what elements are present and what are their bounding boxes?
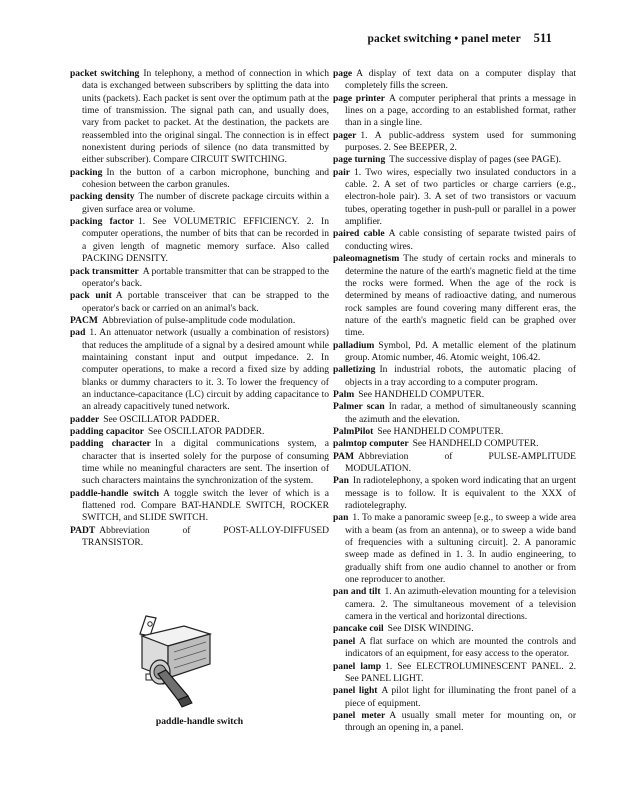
dictionary-entry: [333, 623, 576, 635]
entry-definition: See OSCILLATOR PADDER.: [103, 413, 220, 425]
dictionary-entry: [333, 661, 576, 686]
dictionary-entry: [70, 266, 329, 291]
entry-term: panel lamp: [333, 660, 382, 672]
dictionary-entry: [70, 167, 329, 192]
entry-term: PACM: [70, 314, 98, 326]
entry-definition: Abbreviation of pulse-amplitude code modulation.: [101, 314, 296, 326]
left-column: [70, 68, 329, 549]
entry-term: panel light: [333, 685, 378, 697]
entry-definition: In telephony, a method of connection in which data is exchanged between subscribers by splitting the data into units (packets). Each packet is sent over the optimum path at the time of transmission. The signal path can, and usually does, vary from packet to packet. At the destination, the packets are reassembled into the original singal. The connection is in effect nonexistent during periods of silence (no data transmitted by either subscriber). Compare CIRCUIT SWITCHING.: [82, 68, 329, 166]
dictionary-entry: [70, 290, 329, 315]
entry-term: padding character: [70, 438, 151, 450]
dictionary-entry: [333, 154, 576, 166]
entry-definition: In a digital communications system, a character that is inserted solely for the purpose of consuming time while no meaningful characters are sent. The insertion of such characters maintains the synchronization of the system.: [82, 438, 330, 487]
dictionary-entry: [70, 438, 329, 487]
entry-definition: 1. See ELECTROLUMINESCENT PANEL. 2. See PANEL LIGHT.: [345, 660, 577, 684]
dictionary-entry: [333, 451, 576, 476]
entry-term: paddle-handle switch: [70, 487, 160, 499]
entry-definition: The number of discrete package circuits within a given surface area or volume.: [82, 191, 330, 215]
entry-term: paired cable: [333, 228, 385, 240]
entry-definition: Symbol, Pd. A metallic element of the platinum group. Atomic number, 46. Atomic weight, 106.42.: [345, 339, 576, 363]
entry-term: palletizing: [333, 364, 376, 376]
dictionary-entry: [333, 475, 576, 512]
entry-term: pad: [70, 327, 86, 339]
entry-term: PalmPilot: [333, 425, 374, 437]
entry-term: pan and tilt: [333, 586, 381, 598]
entry-term: page printer: [333, 92, 385, 104]
dictionary-entry: [333, 586, 576, 623]
dictionary-entry: [70, 191, 329, 216]
dictionary-entry: [70, 68, 329, 167]
dictionary-entry: [333, 364, 576, 389]
entry-term: padding capacitor: [70, 425, 144, 437]
dictionary-entry: [333, 426, 576, 438]
entry-term: Palmer scan: [333, 401, 385, 413]
entry-definition: A usually small meter for mounting on, or through an opening in, a panel.: [345, 709, 577, 734]
entry-term: packet switching: [70, 68, 140, 79]
entry-definition: See HANDHELD COMPUTER.: [412, 438, 539, 450]
entry-term: palmtop computer: [333, 438, 409, 450]
entry-definition: 1. Two wires, especially two insulated conductors in a cable. 2. A set of two particles or charge carriers (e.g., electron-hole pair). 3. A set of two transistors or vacuum tubes, operating together in push-pull or parallel in a power amplifier.: [345, 166, 576, 228]
entry-term: packing density: [70, 191, 135, 203]
dictionary-entry: [70, 525, 329, 550]
entry-term: pager: [333, 129, 357, 141]
entry-definition: A pilot light for illuminating the front panel of a piece of equipment.: [345, 685, 576, 709]
entry-term: panel: [333, 635, 356, 647]
entry-term: pair: [333, 166, 350, 178]
entry-definition: A display of text data on a computer display that completely fills the screen.: [345, 68, 576, 92]
entry-definition: 1. To make a panoramic sweep [e.g., to sweep a wide area with a beam (as from an antenna), or to sweep a wide band of frequencies with a sultuning circuit]. 2. A panoramic sweep made as defined in 1. 3. In audio engineering, to gradually shift from one audio channel to another or from one reproducer to another.: [345, 512, 576, 586]
dictionary-entry: [70, 216, 329, 265]
entry-definition: 1. See VOLUMETRIC EFFICIENCY. 2. In computer operations, the number of bits that can be recorded in a given length of magnetic memory surface. Also called PACKING DENSITY.: [82, 216, 329, 265]
entry-term: pack transmitter: [70, 265, 139, 277]
entry-term: PAM: [333, 450, 355, 462]
dictionary-entry: [333, 389, 576, 401]
entry-term: pack unit: [70, 290, 112, 302]
entry-term: pan: [333, 512, 349, 524]
entry-definition: In radar, a method of simultaneously scanning the azimuth and the elevation.: [345, 401, 576, 425]
dictionary-entry: [333, 685, 576, 710]
dictionary-entry: [333, 228, 576, 253]
dictionary-entry: [70, 414, 329, 426]
entry-term: pancake coil: [333, 623, 384, 635]
page-number: 511: [533, 31, 552, 45]
entry-definition: 1. A public-address system used for summoning purposes. 2. See BEEPER, 2.: [345, 129, 576, 154]
entry-term: Pan: [333, 475, 349, 487]
entry-term: paleomagnetism: [333, 253, 400, 265]
entry-definition: A portable transceiver that can be strapped to the operator's back or carried on an animal's back.: [82, 290, 330, 314]
dictionary-entry: [70, 426, 329, 438]
entry-definition: A cable consisting of separate twisted pairs of conducting wires.: [345, 228, 576, 252]
dictionary-entry: [333, 68, 576, 93]
header-title: packet switching • panel meter: [367, 33, 521, 45]
entry-term: Palm: [333, 388, 355, 400]
entry-definition: In radiotelephony, a spoken word indicating that an urgent message is to follow. It is equivalent to the XXX of radiotelegraphy.: [345, 475, 576, 512]
entry-definition: See DISK WINDING.: [387, 623, 474, 635]
entry-definition: See HANDHELD COMPUTER.: [377, 425, 504, 437]
entry-definition: Abbreviation of POST-ALLOY-DIFFUSED TRANSISTOR.: [82, 524, 329, 549]
entry-term: packing: [70, 166, 103, 178]
entry-definition: The successive display of pages (see PAGE).: [389, 154, 561, 166]
figure-paddle-handle-switch: [70, 612, 329, 732]
entry-definition: Abbreviation of PULSE-AMPLITUDE MODULATION.: [345, 450, 576, 474]
entry-definition: A computer peripheral that prints a message in lines on a page, according to an established format, rather than in a single line.: [345, 92, 576, 129]
dictionary-entry: [333, 512, 576, 586]
entry-definition: 1. An attenuator network (usually a combination of resistors) that reduces the amplitude of a signal by a desired amount while maintaining constant input and output impedance. 2. In computer operations, to make a record a fixed size by adding blanks or dummy characters to it. 3. To lower the frequency of an inductance-capacitance (LC) circuit by adding capacitance to an already capacitively tuned network.: [82, 327, 329, 413]
dictionary-entry: [333, 253, 576, 339]
dictionary-entry: [333, 401, 576, 426]
dictionary-entry: [333, 710, 576, 735]
entry-definition: In the button of a carbon microphone, bunching and cohesion between the carbon granules.: [82, 166, 329, 191]
entry-definition: The study of certain rocks and minerals to determine the nature of the earth's magnetic field at the time the rocks were formed. When the age of the rock is determined by means of radioactive dating, and numerous rock samples are found covering many different eras, the nature of the earth's magnetic field can be graphed over time.: [345, 253, 576, 339]
entry-definition: A toggle switch the lever of which is a flattened rod. Compare BAT-HANDLE SWITCH, ROCKER SWITCH, and SLIDE SWITCH.: [82, 487, 329, 524]
entry-term: panel meter: [333, 709, 386, 721]
running-header: [368, 31, 552, 46]
entry-term: packing factor: [70, 216, 134, 228]
dictionary-entry: [333, 93, 576, 130]
figure-caption: paddle-handle switch: [155, 716, 244, 727]
dictionary-entry: [70, 488, 329, 525]
entry-definition: A flat surface on which are mounted the controls and indicators of an equipment, for easy access to the operator.: [345, 635, 576, 660]
dictionary-entry: [70, 327, 329, 413]
entry-term: palladium: [333, 339, 375, 351]
dictionary-entry: [70, 315, 329, 327]
entry-term: page turning: [333, 154, 386, 166]
dictionary-entry: [333, 130, 576, 155]
toggle-switch-illustration-icon: [112, 612, 222, 712]
entry-definition: See HANDHELD COMPUTER.: [358, 388, 485, 400]
entry-definition: A portable transmitter that can be strapped to the operator's back.: [82, 265, 330, 289]
entry-term: PADT: [70, 524, 96, 536]
right-column: [333, 68, 576, 735]
dictionary-entry: [333, 167, 576, 229]
entry-definition: 1. An azimuth-elevation mounting for a television camera. 2. The simultaneous movement of a television camera in the vertical and horizontal directions.: [345, 586, 576, 623]
entry-term: page: [333, 68, 353, 79]
entry-definition: In industrial robots, the automatic placing of objects in a tray according to a computer program.: [345, 364, 576, 388]
dictionary-entry: [333, 438, 576, 450]
entry-term: padder: [70, 413, 100, 425]
entry-definition: See OSCILLATOR PADDER.: [148, 425, 265, 437]
dictionary-entry: [333, 340, 576, 365]
dictionary-entry: [333, 636, 576, 661]
